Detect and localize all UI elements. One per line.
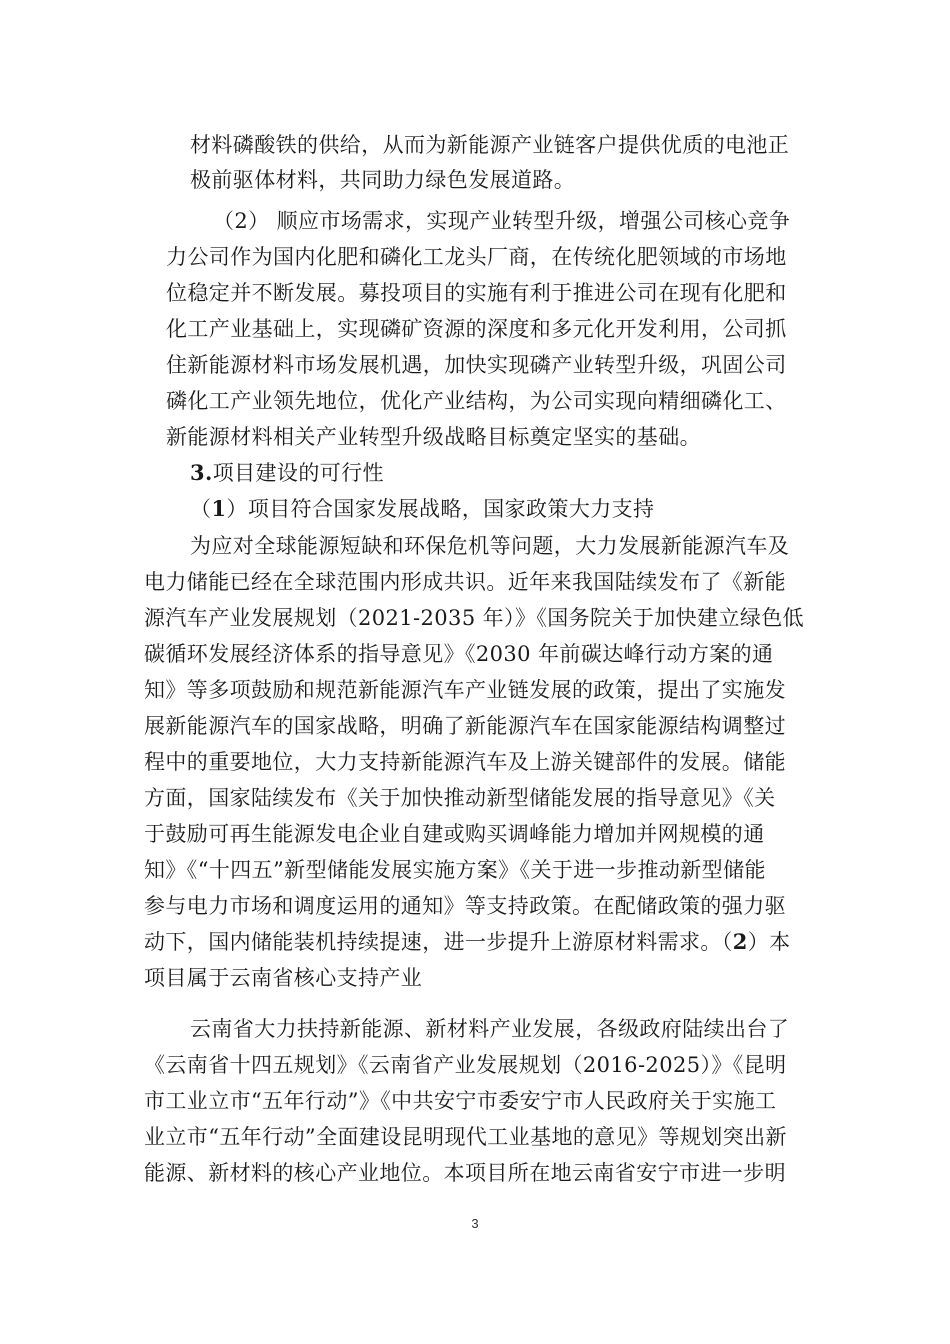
text-line: 磷化工产业领先地位，优化产业结构，为公司实现向精细磷化工、 [166, 389, 787, 413]
text-line: 极前驱体材料，共同助力绿色发展道路。 [190, 168, 576, 192]
text-line: 碳循环发展经济体系的指导意见》《2030 年前碳达峰行动方案的通 [144, 642, 774, 666]
text-line: 位稳定并不断发展。募投项目的实施有利于推进公司在现有化肥和 [166, 281, 787, 305]
text-line: 电力储能已经在全球范围内形成共识。近年来我国陆续发布了《新能 [144, 570, 786, 594]
text-line: 材料磷酸铁的供给，从而为新能源产业链客户提供优质的电池正 [190, 133, 790, 157]
text-line: 程中的重要地位，大力支持新能源汽车及上游关键部件的发展。储能 [144, 750, 786, 774]
text-segment: 动下，国内储能装机持续提速，进一步提升上游原材料需求。（ [144, 930, 733, 954]
section-heading [190, 458, 384, 488]
text-line: 项目属于云南省核心支持产业 [144, 966, 423, 990]
subsection-heading [190, 494, 654, 524]
text-line: 《云南省十四五规划》《云南省产业发展规划（2016-2025）》《昆明 [144, 1053, 787, 1077]
text-segment: ）本 [747, 930, 791, 954]
text-line: （2） 顺应市场需求，实现产业转型升级，增强公司核心竞争 [213, 209, 791, 233]
text-line: 于鼓励可再生能源发电企业自建或购买调峰能力增加并网规模的通 [144, 822, 765, 846]
subsection-number: 1 [211, 496, 227, 521]
text-line [144, 927, 791, 957]
text-line: 云南省大力扶持新能源、新材料产业发展，各级政府陆续出台了 [190, 1017, 790, 1041]
text-line: 源汽车产业发展规划（2021-2035 年）》《国务院关于加快建立绿色低 [144, 606, 805, 630]
text-line: 市工业立市“五年行动”》《中共安宁市委安宁市人民政府关于实施工 [144, 1089, 777, 1113]
text-line: 知》《“十四五”新型储能发展实施方案》《关于进一步推动新型储能 [144, 858, 766, 882]
text-line: 能源、新材料的核心产业地位。本项目所在地云南省安宁市进一步明 [144, 1161, 786, 1185]
text-line: 展新能源汽车的国家战略，明确了新能源汽车在国家能源结构调整过 [144, 714, 786, 738]
text-line: 知》等多项鼓励和规范新能源汽车产业链发展的政策，提出了实施发 [144, 678, 786, 702]
text-line: 方面，国家陆续发布《关于加快推动新型储能发展的指导意见》《关 [144, 786, 776, 810]
text-line: 住新能源材料市场发展机遇，加快实现磷产业转型升级，巩固公司 [166, 353, 787, 377]
text-line: 化工产业基础上，实现磷矿资源的深度和多元化开发利用，公司抓 [166, 317, 787, 341]
section-number: 3. [190, 460, 213, 485]
text-line: 为应对全球能源短缺和环保危机等问题，大力发展新能源汽车及 [190, 534, 790, 558]
text-line: 力公司作为国内化肥和磷化工龙头厂商，在传统化肥领域的市场地 [166, 245, 787, 269]
page-number: 3 [471, 1216, 479, 1231]
text-line: 业立市“五年行动”全面建设昆明现代工业基地的意见》等规划突出新 [144, 1125, 787, 1149]
text-line: 参与电力市场和调度运用的通知》等支持政策。在配储政策的强力驱 [144, 894, 786, 918]
paren-open: （ [190, 497, 212, 521]
section-title: 项目建设的可行性 [212, 461, 384, 485]
subsection-number: 2 [732, 929, 748, 954]
subsection-title: ）项目符合国家发展战略，国家政策大力支持 [226, 497, 655, 521]
text-line: 新能源材料相关产业转型升级战略目标奠定坚实的基础。 [166, 425, 701, 449]
